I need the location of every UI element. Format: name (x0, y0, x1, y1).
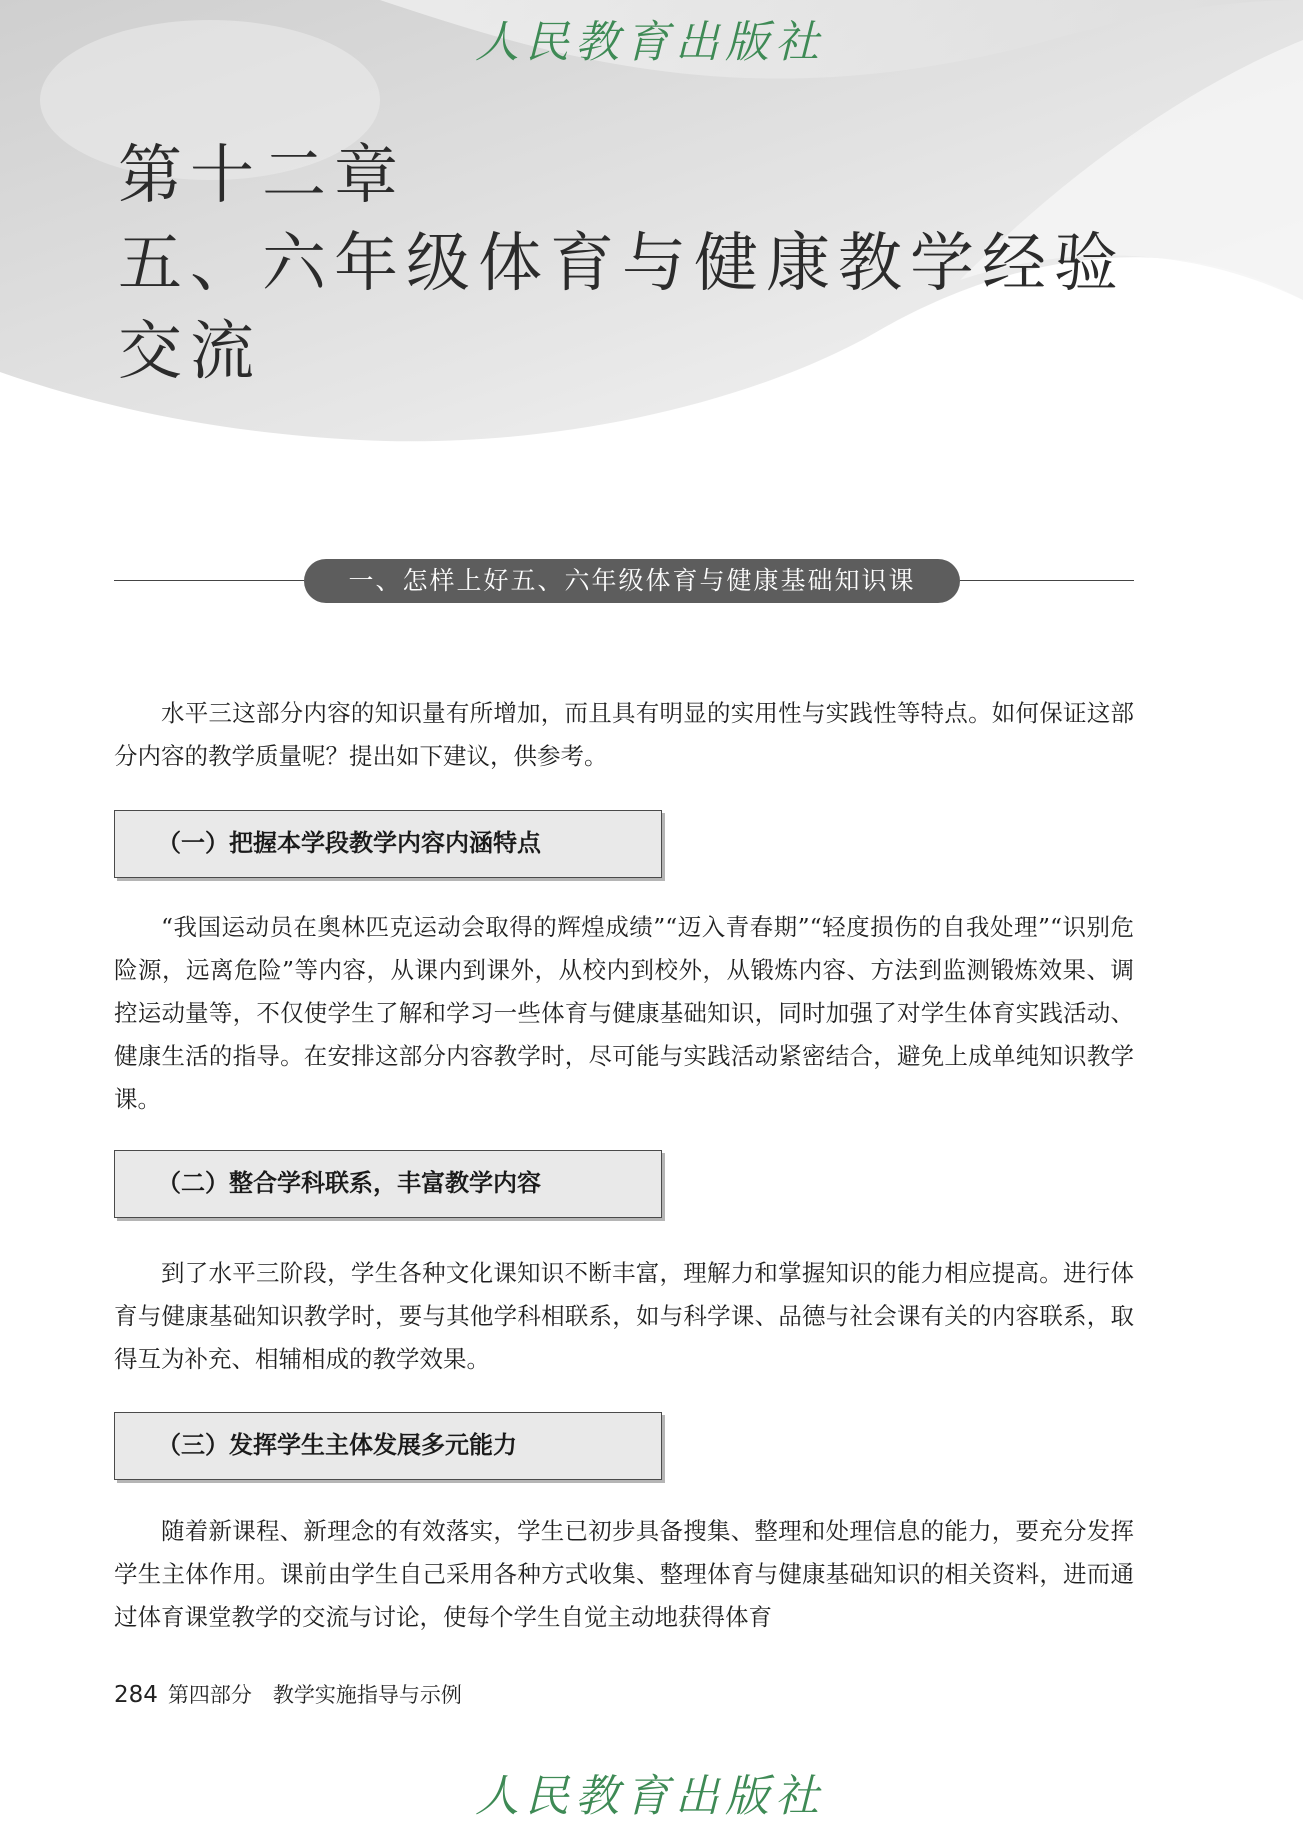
publisher-logo-bottom (470, 1762, 830, 1832)
footer-part-label: 第四部分 教学实施指导与示例 (167, 1683, 462, 1707)
page-number: 284 (114, 1682, 158, 1708)
paragraph-2: 到了水平三阶段，学生各种文化课知识不断丰富，理解力和掌握知识的能力相应提高。进行体育与健康基础知识教学时，要与其他学科相联系，如与科学课、品德与社会课有关的内容联系，取得互为补充、相辅相成的教学效果。 (114, 1259, 1134, 1373)
page-footer (114, 1680, 462, 1710)
publisher-logo-top (470, 8, 830, 78)
publisher-logo-text: 人民教育出版社 (475, 1771, 825, 1822)
paragraph-1: “我国运动员在奥林匹克运动会取得的辉煌成绩”“迈入青春期”“轻度损伤的自我处理”“识别危险源，远离危险”等内容，从课内到课外，从校内到校外，从锻炼内容、方法到监测锻炼效果、调控运动量等，不仅使学生了解和学习一些体育与健康基础知识，同时加强了对学生体育实践活动、健康生活的指导。在安排这部分内容教学时，尽可能与实践活动紧密结合，避免上成单纯知识教学课。 (114, 913, 1134, 1113)
paragraph-intro: 水平三这部分内容的知识量有所增加，而且具有明显的实用性与实践性等特点。如何保证这部分内容的教学质量呢？提出如下建议，供参考。 (114, 699, 1134, 770)
publisher-logo-text: 人民教育出版社 (475, 17, 825, 68)
chapter-title-line-1: 五、六年级体育与健康教学经验 (118, 227, 1126, 301)
chapter-title-line-2: 交流 (118, 315, 262, 389)
subsection-heading-2: （二）整合学科联系，丰富教学内容 (114, 1150, 662, 1218)
section-rule-right (960, 580, 1134, 581)
subsection-heading-3: （三）发挥学生主体发展多元能力 (114, 1412, 662, 1480)
paragraph-3: 随着新课程、新理念的有效落实，学生已初步具备搜集、整理和处理信息的能力，要充分发挥学生主体作用。课前由学生自己采用各种方式收集、整理体育与健康基础知识的相关资料，进而通过体育课堂教学的交流与讨论，使每个学生自觉主动地获得体育 (114, 1517, 1134, 1631)
subsection-heading-1: （一）把握本学段教学内容内涵特点 (114, 810, 662, 878)
chapter-title (118, 132, 1198, 396)
section-rule-left (114, 580, 304, 581)
section-heading: 一、怎样上好五、六年级体育与健康基础知识课 (304, 559, 960, 603)
chapter-number: 第十二章 (118, 139, 406, 213)
